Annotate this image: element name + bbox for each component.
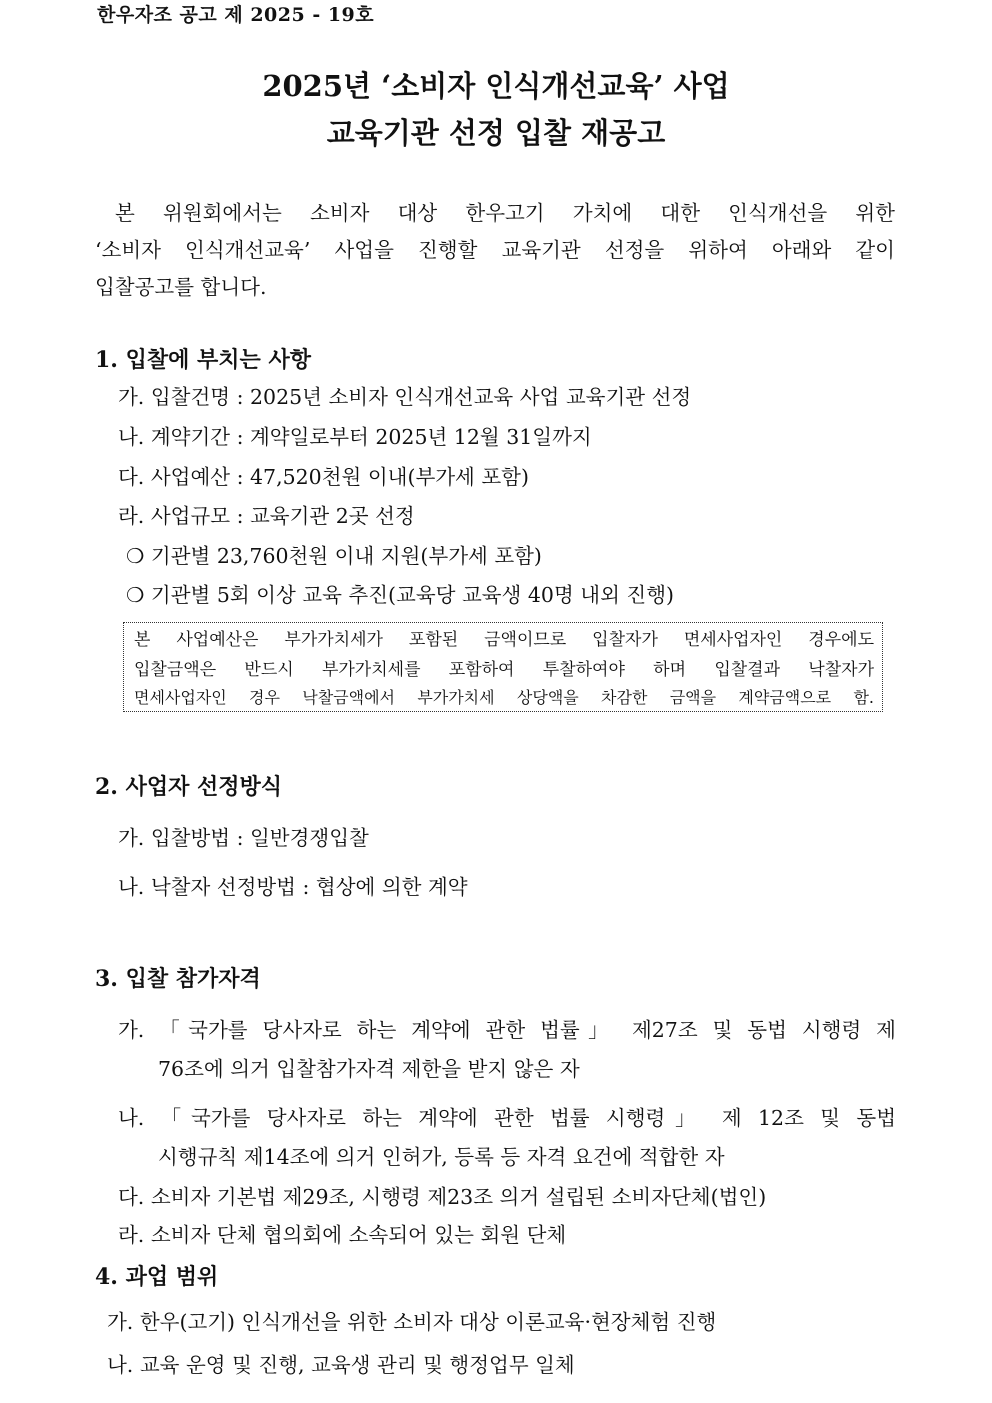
intro-line-1: 본 위원회에서는 소비자 대상 한우고기 가치에 대한 인식개선을 위한 [115, 201, 895, 225]
section3-item-c: 다. 소비자 기본법 제29조, 시행령 제23조 의거 설립된 소비자단체(법인) [118, 1185, 767, 1209]
section3-item-b-line1: 나. 「국가를 당사자로 하는 계약에 관한 법률 시행령」 제 12조 및 동법 [118, 1106, 896, 1130]
section1-item-d: 라. 사업규모 : 교육기관 2곳 선정 [118, 504, 415, 528]
vat-notice-line-1: 본 사업예산은 부가가치세가 포함된 금액이므로 입찰자가 면세사업자인 경우에도 [134, 630, 874, 650]
vat-notice-line-3: 면세사업자인 경우 낙찰금액에서 부가가치세 상당액을 차감한 금액을 계약금액으로 함. [134, 688, 874, 707]
section4-item-b: 나. 교육 운영 및 진행, 교육생 관리 및 행정업무 일체 [107, 1353, 575, 1377]
section1-item-a: 가. 입찰건명 : 2025년 소비자 인식개선교육 사업 교육기관 선정 [118, 385, 692, 409]
section1-item-c: 다. 사업예산 : 47,520천원 이내(부가세 포함) [118, 465, 529, 489]
notice-number: 한우자조 공고 제 2025 - 19호 [97, 4, 375, 26]
section1-title: 1. 입찰에 부치는 사항 [95, 347, 311, 373]
document-title-line1: 2025년 ‘소비자 인식개선교육’ 사업 [262, 69, 730, 103]
document-title-line2: 교육기관 선정 입찰 재공고 [326, 116, 666, 150]
section3-item-d: 라. 소비자 단체 협의회에 소속되어 있는 회원 단체 [118, 1223, 567, 1247]
section3-item-a-line2: 76조에 의거 입찰참가자격 제한을 받지 않은 자 [158, 1057, 580, 1081]
section3-item-b-line2: 시행규칙 제14조에 의거 인허가, 등록 등 자격 요건에 적합한 자 [158, 1145, 725, 1169]
intro-line-2: ‘소비자 인식개선교육’ 사업을 진행할 교육기관 선정을 위하여 아래와 같이 [95, 238, 895, 262]
vat-notice-box [123, 622, 883, 712]
vat-notice-line-2: 입찰금액은 반드시 부가가치세를 포함하여 투찰하여야 하며 입찰결과 낙찰자가 [134, 660, 874, 680]
section1-item-b: 나. 계약기간 : 계약일로부터 2025년 12월 31일까지 [118, 425, 592, 449]
section2-item-b: 나. 낙찰자 선정방법 : 협상에 의한 계약 [118, 875, 468, 899]
section2-title: 2. 사업자 선정방식 [95, 774, 283, 800]
section3-item-a-line1: 가. 「국가를 당사자로 하는 계약에 관한 법률」 제27조 및 동법 시행령 제 [118, 1018, 896, 1042]
section4-item-a: 가. 한우(고기) 인식개선을 위한 소비자 대상 이론교육·현장체험 진행 [107, 1310, 717, 1334]
section2-item-a: 가. 입찰방법 : 일반경쟁입찰 [118, 826, 369, 850]
section1-bullet-1: ❍ 기관별 23,760천원 이내 지원(부가세 포함) [126, 544, 542, 568]
section3-title: 3. 입찰 참가자격 [95, 966, 261, 992]
section1-bullet-2: ❍ 기관별 5회 이상 교육 추진(교육당 교육생 40명 내외 진행) [126, 583, 675, 607]
section4-title: 4. 과업 범위 [95, 1264, 219, 1290]
intro-line-3: 입찰공고를 합니다. [95, 275, 267, 299]
